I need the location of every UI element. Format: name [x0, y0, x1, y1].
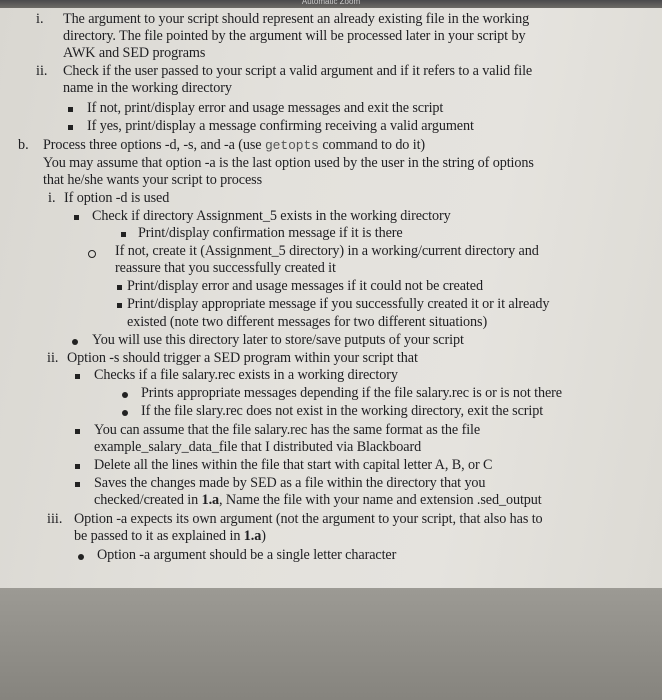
- text-line: Print/display confirmation message if it is there: [138, 225, 403, 241]
- square-bullet-icon: [75, 374, 80, 379]
- text-line: Option -a expects its own argument (not the argument to your script, that also has to: [74, 511, 543, 527]
- text-line: You can assume that the file salary.rec has the same format as the file: [94, 422, 481, 438]
- list-marker: ii.: [36, 63, 48, 79]
- zoom-select[interactable]: Automatic Zoom: [301, 0, 361, 6]
- text-line: Prints appropriate messages depending if the file salary.rec is or is not there: [141, 385, 563, 401]
- text-line: You will use this directory later to store/save putputs of your script: [92, 332, 464, 348]
- text-line: reassure that you successfully created it: [115, 260, 336, 276]
- text-line: existed (note two different messages for two different situations): [127, 314, 488, 330]
- square-bullet-icon: [117, 303, 122, 308]
- code-span: getopts: [264, 138, 319, 153]
- text-line: Delete all the lines within the file that start with capital letter A, B, or C: [94, 457, 493, 473]
- list-marker: b.: [18, 137, 29, 153]
- text-line: Saves the changes made by SED as a file within the directory that you: [94, 475, 486, 491]
- text-line: If yes, print/display a message confirming receiving a valid argument: [87, 118, 474, 134]
- bold-reference: 1.a: [201, 492, 220, 508]
- text-line: Check if directory Assignment_5 exists in the working directory: [92, 208, 451, 224]
- list-marker: i.: [36, 11, 44, 27]
- text-line: Option -s should trigger a SED program within your script that: [67, 350, 418, 366]
- dot-bullet-icon: [78, 554, 84, 560]
- text-line: AWK and SED programs: [63, 45, 206, 61]
- text-line: Print/display appropriate message if you successfully created it or it already: [127, 296, 550, 312]
- text-line: example_salary_data_file that I distributed via Blackboard: [94, 439, 422, 455]
- text-line: [94, 492, 542, 509]
- text-line: Check if the user passed to your script a valid argument and if it refers to a valid file: [63, 63, 533, 79]
- text-line: The argument to your script should represent an already existing file in the working: [63, 11, 530, 27]
- text-segment: command to do it): [318, 137, 426, 153]
- text-segment: be passed to it as explained in: [74, 528, 244, 544]
- square-bullet-icon: [117, 285, 122, 290]
- text-line: If not, print/display error and usage messages and exit the script: [87, 100, 444, 116]
- text-line: name in the working directory: [63, 80, 232, 96]
- square-bullet-icon: [75, 464, 80, 469]
- square-bullet-icon: [68, 107, 73, 112]
- text-line: directory. The file pointed by the argument will be processed later in your script by: [63, 28, 526, 44]
- circle-bullet-icon: [88, 250, 96, 258]
- dot-bullet-icon: [72, 339, 78, 345]
- text-segment: checked/created in: [94, 492, 202, 508]
- square-bullet-icon: [68, 125, 73, 130]
- text-line: If option -d is used: [64, 190, 170, 206]
- text-segment: ): [261, 528, 266, 544]
- text-line: [74, 528, 266, 545]
- text-line: You may assume that option -a is the last option used by the user in the string of options: [43, 155, 534, 171]
- list-marker: ii.: [47, 350, 59, 366]
- text-line: that he/she wants your script to process: [43, 172, 263, 188]
- text-line: Checks if a file salary.rec exists in a working directory: [94, 367, 398, 383]
- list-marker: iii.: [47, 511, 63, 527]
- square-bullet-icon: [74, 215, 79, 220]
- text-line: Print/display error and usage messages if it could not be created: [127, 278, 483, 294]
- square-bullet-icon: [75, 482, 80, 487]
- square-bullet-icon: [75, 429, 80, 434]
- text-line: If the file slary.rec does not exist in the working directory, exit the script: [141, 403, 544, 419]
- background-surface: [0, 588, 662, 700]
- text-line: If not, create it (Assignment_5 directory) in a working/current directory and: [115, 243, 539, 259]
- bold-reference: 1.a: [243, 528, 262, 544]
- text-line: Option -a argument should be a single letter character: [97, 547, 397, 563]
- viewer-toolbar: [0, 0, 662, 8]
- text-line: [43, 137, 425, 154]
- text-segment: Process three options -d, -s, and -a (use: [43, 137, 265, 153]
- document-page: [0, 8, 662, 588]
- list-marker: i.: [48, 190, 56, 206]
- square-bullet-icon: [121, 232, 126, 237]
- dot-bullet-icon: [122, 392, 128, 398]
- dot-bullet-icon: [122, 410, 128, 416]
- text-segment: , Name the file with your name and extension .sed_output: [219, 492, 542, 508]
